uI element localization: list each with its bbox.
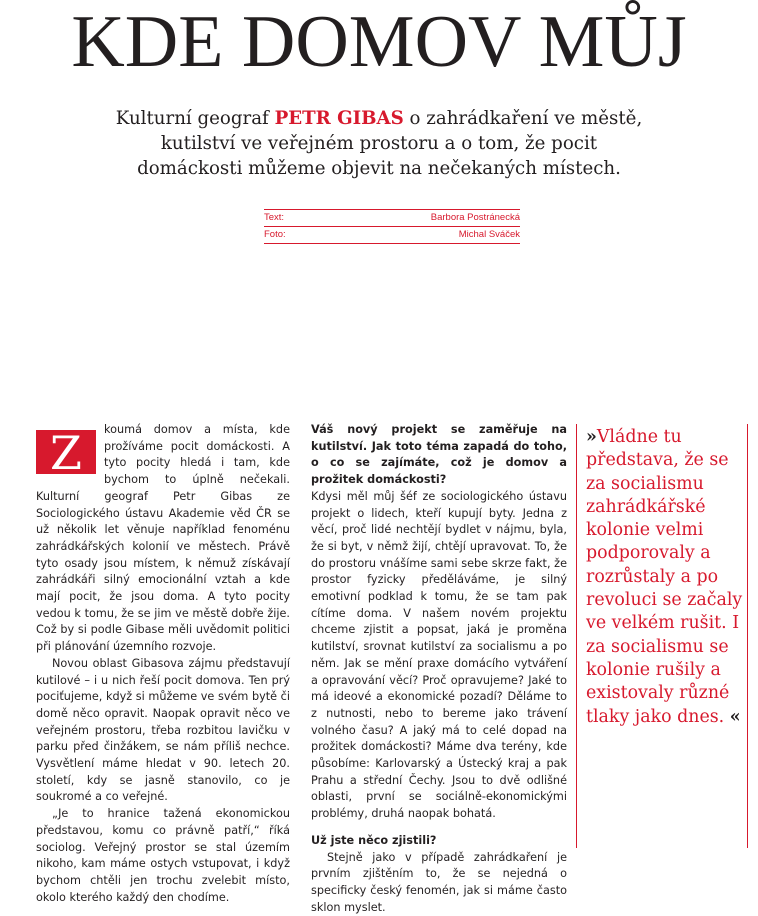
article-column-1	[36, 422, 290, 906]
credit-text-author: Barbora Postránecká	[430, 212, 520, 223]
credit-photo-author: Michal Sváček	[458, 229, 520, 240]
interview-answer-1: Kdysi měl můj šéf ze sociologického ústavu projekt o lidech, kteří kupují byty. Jedna z věcí, proč lidé nechtějí bydlet v nájmu, byla, že si byt, v němž žijí, chtějí upravovat. To, že do prostoru vnášíme sami sebe skrze fakt, že prostor fyzicky předěláváme, je silný emotivní podklad k tomu, že se tam pak cítíme doma. V našem novém projektu chceme zjistit a popsat, jaká je proměna kutilství, srovnat kutilství za socialismu a po něm. Jak se mění praxe domácího vytváření a opravování věcí? Proč opravujeme? Jaké to má ideové a ekonomické pozadí? Děláme to z nutnosti, nebo to bereme jako trávení volného času? A jaký má to celé dopad na prožitek domáckosti? Máme dva terény, kde působíme: Karlovarský a Ústecký kraj a pak Prahu a střední Čechy. Jsou to dvě odlišné oblasti, první se sociálně-ekonomickými problémy, druhá naopak bohatá.	[311, 489, 567, 821]
article-paragraph-2: Novou oblast Gibasova zájmu představují kutilové – i u nich řeší pocit domova. Ten prý pociťujeme, když si můžeme ve svém bytě či domě něco opravit. Naopak opravit něco ve veřejném prostoru, třeba rozbitou lavičku v parku před činžákem, se nám příliš nechce. Vysvětlení máme hledat v 90. letech 20. století, kdy se jasně stanovilo, co je soukromé a co veřejné.	[36, 656, 290, 804]
credit-photo-row	[264, 227, 520, 244]
credits-box	[264, 209, 520, 244]
drop-cap: Z	[36, 430, 96, 474]
credit-text-row	[264, 210, 520, 227]
pull-quote	[586, 426, 744, 729]
interview-question-2: Už jste něco zjistili?	[311, 833, 437, 847]
interview-question-1: Váš nový projekt se zaměřuje na kutilství. Jak toto téma zapadá do toho, o co se zajímáte, což je domov a prožitek domáckosti?	[311, 423, 567, 487]
article-paragraph-1: koumá domov a místa, kde prožíváme pocit domáckosti. A tyto pocity hledá i tam, kde bychom to úplně nečekali. Kulturní geograf Petr Gibas ze Sociologického ústavu Akademie věd ČR se už několik let věnuje například fenoménu zahrádkářských kolonií ve městech. Právě tyto osady jsou místem, k němuž získávají zahrádkáři silný emocionální vztah a kde mají pocit, že jsou doma. A tyto pocity vedou k tomu, že se jim ve městě dobře žije. Což by si podle Gibase měli uvědomit politici při plánování územního rozvoje.	[36, 423, 290, 654]
pull-quote-text: Vládne tu představa, že se za socialismu zahrádkářské kolonie velmi podporovaly a rozrůstaly a po revoluci se začaly ve velkém rušit. I za socialismu se kolonie rušily a existovaly různé tlaky jako dnes.	[586, 427, 743, 727]
lead-paragraph	[108, 106, 650, 181]
lead-name: PETR GIBAS	[274, 108, 404, 129]
quote-close-mark: «	[729, 706, 741, 727]
page-title: KDE DOMOV MŮJ	[71, 1, 687, 83]
article-column-2	[311, 422, 567, 916]
lead-text-after: o zahrádkaření ve městě, kutilství ve veřejném prostoru a o tom, že pocit domáckosti můžeme objevit na nečekaných místech.	[137, 108, 643, 179]
credit-photo-label: Foto:	[264, 229, 286, 240]
quote-open-mark: »	[586, 427, 597, 447]
interview-answer-2: Stejně jako v případě zahrádkaření je prvním zjištěním to, že se nejedná o specificky český fenomén, jak si máme často sklon myslet.	[311, 850, 567, 914]
lead-text-before: Kulturní geograf	[115, 108, 275, 129]
credit-text-label: Text:	[264, 212, 285, 223]
article-paragraph-3: „Je to hranice tažená ekonomickou představou, komu co právně patří,“ říká sociolog. Veřejný prostor se stal územím nikoho, kam máme ostych vstupovat, i když bychom chtěli jen trochu zvelebit místo, okolo kterého každý den chodíme.	[36, 807, 290, 904]
